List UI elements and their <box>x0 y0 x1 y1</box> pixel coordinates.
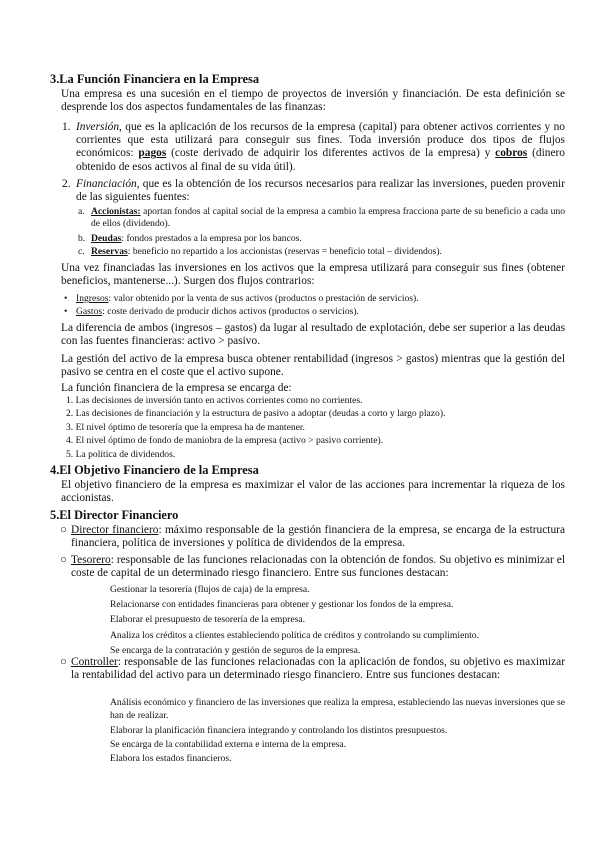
fuente-item-reservas <box>91 246 565 258</box>
encargos-list <box>66 395 565 461</box>
section-3-title: 3.La Función Financiera en la Empresa <box>50 72 260 86</box>
reservas-text: : beneficio no repartido a los accionistas (reservas = beneficio total – dividendos). <box>127 246 442 257</box>
financiacion-term: Financiación <box>76 178 137 190</box>
list-item: Se encarga de la contabilidad externa e interna de la empresa. <box>110 739 347 751</box>
section-4-text: El objetivo financiero de la empresa es maximizar el valor de las acciones para incrementar la riqueza de los accionistas. <box>61 479 565 505</box>
circle-bullet: ○ <box>60 554 67 566</box>
list-item: Analiza los créditos a clientes estableciendo política de créditos y controlando su cumplimiento. <box>110 629 479 641</box>
tesorero-funciones-list <box>110 583 565 658</box>
list-item: 4. El nivel óptimo de fondo de maniobra de la empresa (activo > pasivo corriente). <box>66 435 384 447</box>
list-marker-2: 2. <box>62 178 71 190</box>
list-item: Se encarga de la contratación y gestión de seguros de la empresa. <box>110 644 361 656</box>
inversion-paragraph <box>76 121 565 174</box>
flujos-intro: Una vez financiadas las inversiones en los activos que la empresa utilizará para conseguir sus fines (obtener beneficios, mantenerse...). Surgen dos flujos contrarios: <box>61 262 565 288</box>
list-item: Elaborar la planificación financiera integrando y controlando los distintos presupuestos. <box>110 725 448 736</box>
deudas-term: Deudas <box>91 233 122 244</box>
ingresos-term: Ingresos <box>76 293 109 304</box>
inversion-text-a: , que es la aplicación de los recursos de la empresa (capital) para obtener activos corrientes y no corrientes que esta utilizará para conseguir sus fines. Toda inversión produce dos tipos de flujos económicos: <box>76 121 565 160</box>
flujo-item-ingresos <box>76 293 565 305</box>
pagos-term: pagos <box>138 147 167 160</box>
director-paragraph <box>71 524 565 550</box>
accionistas-term: Accionistas: <box>91 206 141 217</box>
flujo-item-gastos <box>76 306 565 318</box>
resultado-paragraph: La diferencia de ambos (ingresos – gastos) da lugar al resultado de explotación, debe ser superior a las deudas con las fuentes financieras: activo > pasivo. <box>61 322 565 348</box>
cobros-term: cobros <box>495 147 528 160</box>
director-text: : máximo responsable de la gestión financiera de la empresa, se encarga de la estructura financiera, política de inversiones y política de dividendos de la empresa. <box>71 524 566 550</box>
list-item: Gestionar la tesorería (flujos de caja) de la empresa. <box>110 584 310 595</box>
fuente-marker-a: a. <box>78 206 85 217</box>
fuente-item-accionistas <box>91 206 565 231</box>
list-item: 3. El nivel óptimo de tesorería que la empresa ha de mantener. <box>66 421 305 433</box>
section-4-title: 4.El Objetivo Financiero de la Empresa <box>50 463 259 477</box>
inversion-text-c: (dinero obtenido de esos activos al final de su vida útil). <box>76 147 565 173</box>
financiacion-paragraph <box>76 178 565 204</box>
controller-funcion-1 <box>110 697 565 722</box>
ingresos-text: : valor obtenido por la venta de sus activos (productos o prestación de servicios). <box>108 293 419 304</box>
circle-bullet: ○ <box>60 524 67 536</box>
list-item: 1. Las decisiones de inversión tanto en activos corrientes como no corrientes. <box>66 395 363 406</box>
tesorero-term: Tesorero <box>71 554 111 566</box>
financiacion-text: , que es la obtención de los recursos necesarios para realizar las inversiones, pueden provenir de las siguientes fuentes: <box>76 178 565 204</box>
gastos-term: Gastos <box>76 306 103 317</box>
accionistas-text: aportan fondos al capital social de la empresa a cambio la empresa fracciona parte de su beneficio a cada uno de ellos (dividendo). <box>91 206 565 230</box>
list-item: Relacionarse con entidades financieras para obtener y gestionar los fondos de la empresa. <box>110 599 454 611</box>
section-5-title: 5.El Director Financiero <box>50 508 179 522</box>
controller-funciones-list <box>110 724 565 767</box>
controller-term: Controller <box>71 656 118 668</box>
controller-paragraph <box>71 656 565 682</box>
list-marker-1: 1. <box>62 121 71 133</box>
bullet-dot: • <box>64 293 68 304</box>
list-item: Análisis económico y financiero de las inversiones que realiza la empresa, estableciendo las nuevas inversiones que se han de realizar. <box>110 697 565 721</box>
list-item: Elabora los estados financieros. <box>110 753 232 765</box>
list-item: 5. La política de dividendos. <box>66 448 176 460</box>
fuente-marker-c: c. <box>78 246 85 257</box>
tesorero-text: : responsable de las funciones relacionadas con la obtención de fondos. Su objetivo es minimizar el coste de capital de un determinado riesgo financiero. Entre sus funciones destacan: <box>71 554 565 580</box>
controller-text: : responsable de las funciones relacionadas con la aplicación de fondos, su objetivo es maximizar la rentabilidad del activo para un determinado riesgo financiero. Entre sus funciones destacan: <box>71 656 565 682</box>
inversion-term: Inversión <box>76 121 120 133</box>
deudas-text: : fondos prestados a la empresa por los bancos. <box>121 233 302 244</box>
gestion-paragraph: La gestión del activo de la empresa busca obtener rentabilidad (ingresos > gastos) mientras que la gestión del pasivo se centra en el coste que el activo supone. <box>61 353 565 379</box>
section-3-intro: Una empresa es una sucesión en el tiempo de proyectos de inversión y financiación. De esta definición se desprende los dos aspectos fundamentales de las finanzas: <box>61 88 565 114</box>
reservas-term: Reservas <box>91 246 128 257</box>
fuente-marker-b: b. <box>78 233 86 244</box>
tesorero-paragraph <box>71 554 565 580</box>
fuente-item-deudas <box>91 233 565 245</box>
director-term: Director financiero <box>71 524 159 536</box>
list-item: Elaborar el presupuesto de tesorería de la empresa. <box>110 614 305 626</box>
circle-bullet: ○ <box>60 656 67 668</box>
funcion-intro: La función financiera de la empresa se encarga de: <box>61 382 292 394</box>
gastos-text: : coste derivado de producir dichos activos (productos o servicios). <box>102 306 359 317</box>
bullet-dot: • <box>64 306 68 317</box>
inversion-text-b: (coste derivado de adquirir los diferentes activos de la empresa) y <box>166 147 496 160</box>
list-item: 2. Las decisiones de financiación y la estructura de pasivo a adoptar (deudas a corto y largo plazo). <box>66 408 446 420</box>
